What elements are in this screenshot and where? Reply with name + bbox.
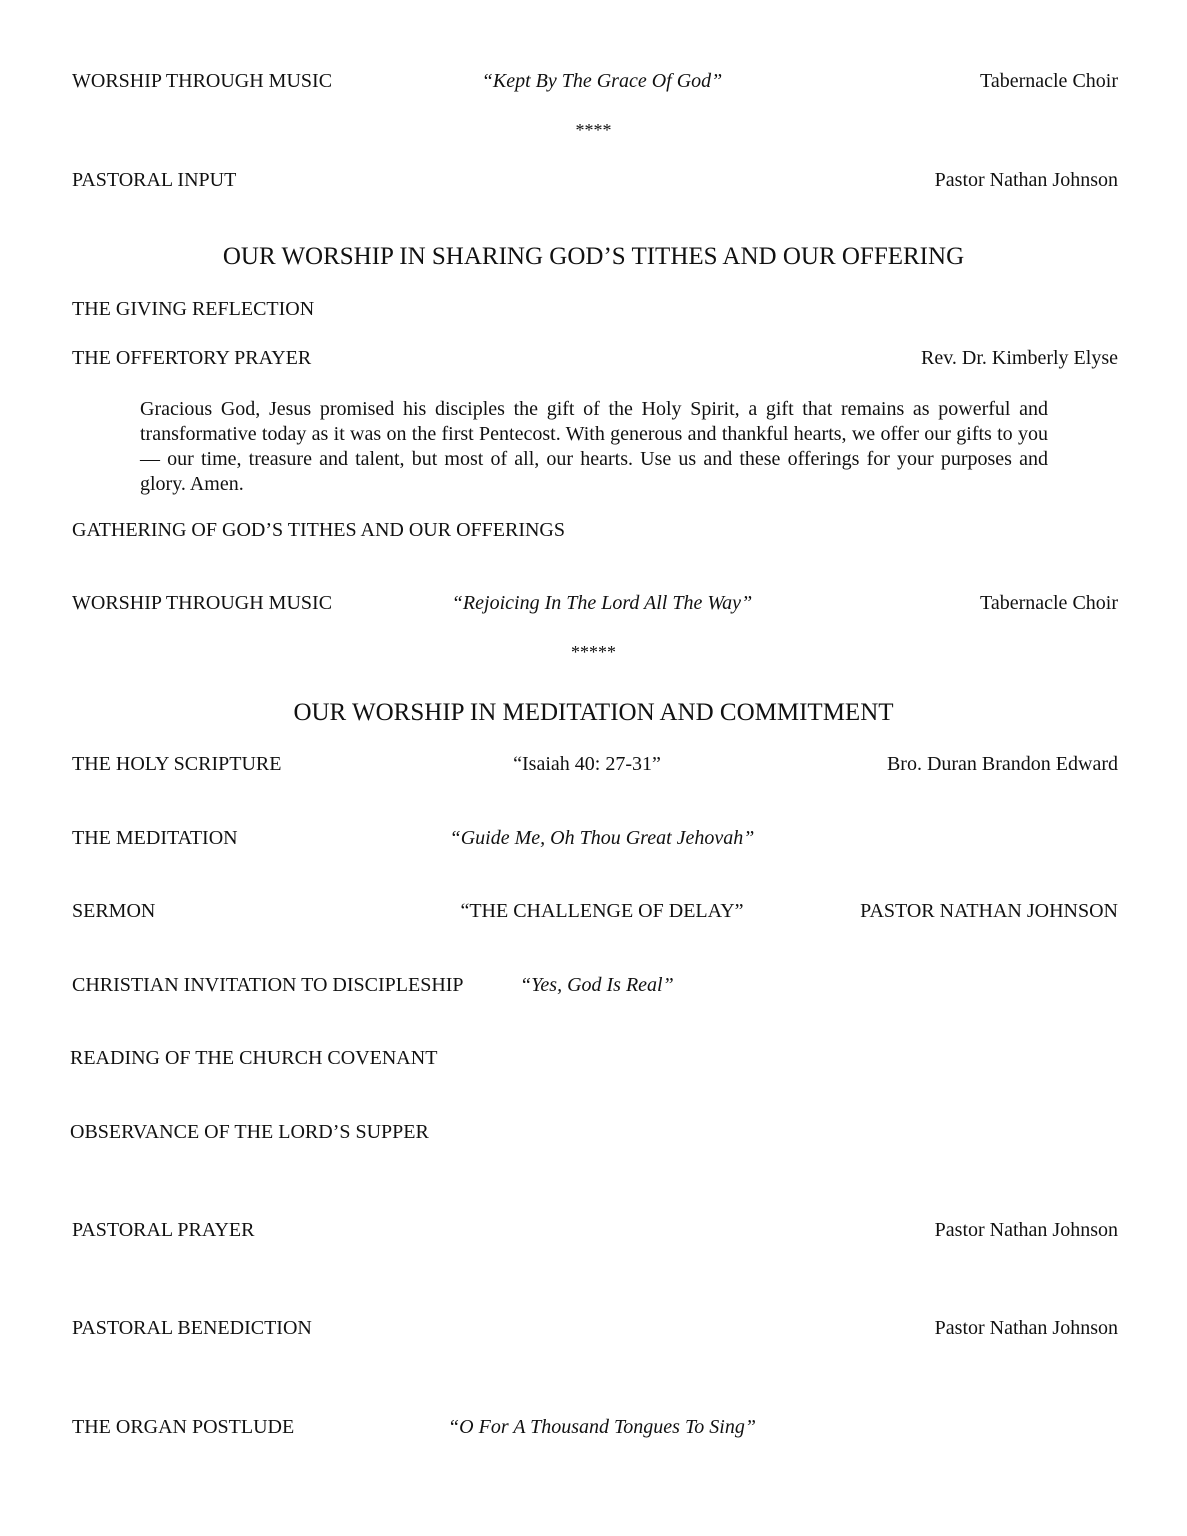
item-label: THE OFFERTORY PRAYER <box>72 347 312 369</box>
program-item-postlude <box>72 1416 1118 1444</box>
program-item-worship-music-2 <box>72 592 1118 620</box>
item-person: PASTOR NATHAN JOHNSON <box>860 900 1118 922</box>
item-label: THE GIVING REFLECTION <box>72 298 315 320</box>
program-item-worship-music-1 <box>72 70 1118 98</box>
program-item-invitation <box>72 974 1118 1002</box>
item-title: “Rejoicing In The Lord All The Way” <box>451 592 753 614</box>
item-label: SERMON <box>72 900 156 922</box>
item-person: Pastor Nathan Johnson <box>934 169 1118 191</box>
item-label: READING OF THE CHURCH COVENANT <box>70 1047 438 1069</box>
item-label: THE HOLY SCRIPTURE <box>72 753 282 775</box>
item-label: THE MEDITATION <box>72 827 238 849</box>
program-item-offertory-prayer <box>72 347 1118 375</box>
item-label: GATHERING OF GOD’S TITHES AND OUR OFFERINGS <box>72 519 565 541</box>
program-item-gathering <box>72 519 1118 547</box>
program-item-pastoral-prayer <box>72 1219 1118 1247</box>
item-person: Tabernacle Choir <box>980 70 1118 92</box>
item-title: “Yes, God Is Real” <box>520 974 674 996</box>
item-title: “O For A Thousand Tongues To Sing” <box>448 1416 756 1438</box>
item-label: WORSHIP THROUGH MUSIC <box>72 70 333 92</box>
program-item-meditation <box>72 827 1118 855</box>
item-person: Pastor Nathan Johnson <box>934 1317 1118 1339</box>
item-person: Tabernacle Choir <box>980 592 1118 614</box>
section-divider: ***** <box>571 642 616 662</box>
item-person: Rev. Dr. Kimberly Elyse <box>920 347 1118 369</box>
item-label: PASTORAL BENEDICTION <box>72 1317 312 1339</box>
program-item-benediction <box>72 1317 1118 1345</box>
program-item-sermon <box>72 900 1118 928</box>
item-title: “Isaiah 40: 27-31” <box>513 753 661 775</box>
item-title: “Kept By The Grace Of God” <box>481 70 723 92</box>
item-person: Bro. Duran Brandon Edward <box>886 753 1118 775</box>
item-label: CHRISTIAN INVITATION TO DISCIPLESHIP <box>72 974 464 996</box>
program-item-pastoral-input <box>72 169 1118 197</box>
item-title: “Guide Me, Oh Thou Great Jehovah” <box>449 827 755 849</box>
section-heading-meditation: OUR WORSHIP IN MEDITATION AND COMMITMENT <box>293 699 894 726</box>
section-heading-tithes: OUR WORSHIP IN SHARING GOD’S TITHES AND OUR OFFERING <box>222 243 965 270</box>
item-label: PASTORAL INPUT <box>72 169 237 191</box>
item-label: OBSERVANCE OF THE LORD’S SUPPER <box>70 1121 429 1143</box>
item-label: PASTORAL PRAYER <box>72 1219 255 1241</box>
program-item-holy-scripture <box>72 753 1118 781</box>
item-label: WORSHIP THROUGH MUSIC <box>72 592 333 614</box>
item-label: THE ORGAN POSTLUDE <box>72 1416 295 1438</box>
section-divider: **** <box>575 120 612 140</box>
program-item-covenant <box>70 1047 1116 1075</box>
program-item-lords-supper <box>70 1121 1116 1149</box>
item-title: “THE CHALLENGE OF DELAY” <box>460 900 744 922</box>
offertory-prayer-text: Gracious God, Jesus promised his disciples the gift of the Holy Spirit, a gift that remains as powerful and transformative today as it was on the first Pentecost. With generous and thankful hearts, we offer our gifts to you — our time, treasure and talent, but most of all, our hearts. Use us and these offerings for your purposes and glory. Amen. <box>140 398 1048 495</box>
program-item-giving-reflection <box>72 298 1118 326</box>
item-person: Pastor Nathan Johnson <box>934 1219 1118 1241</box>
